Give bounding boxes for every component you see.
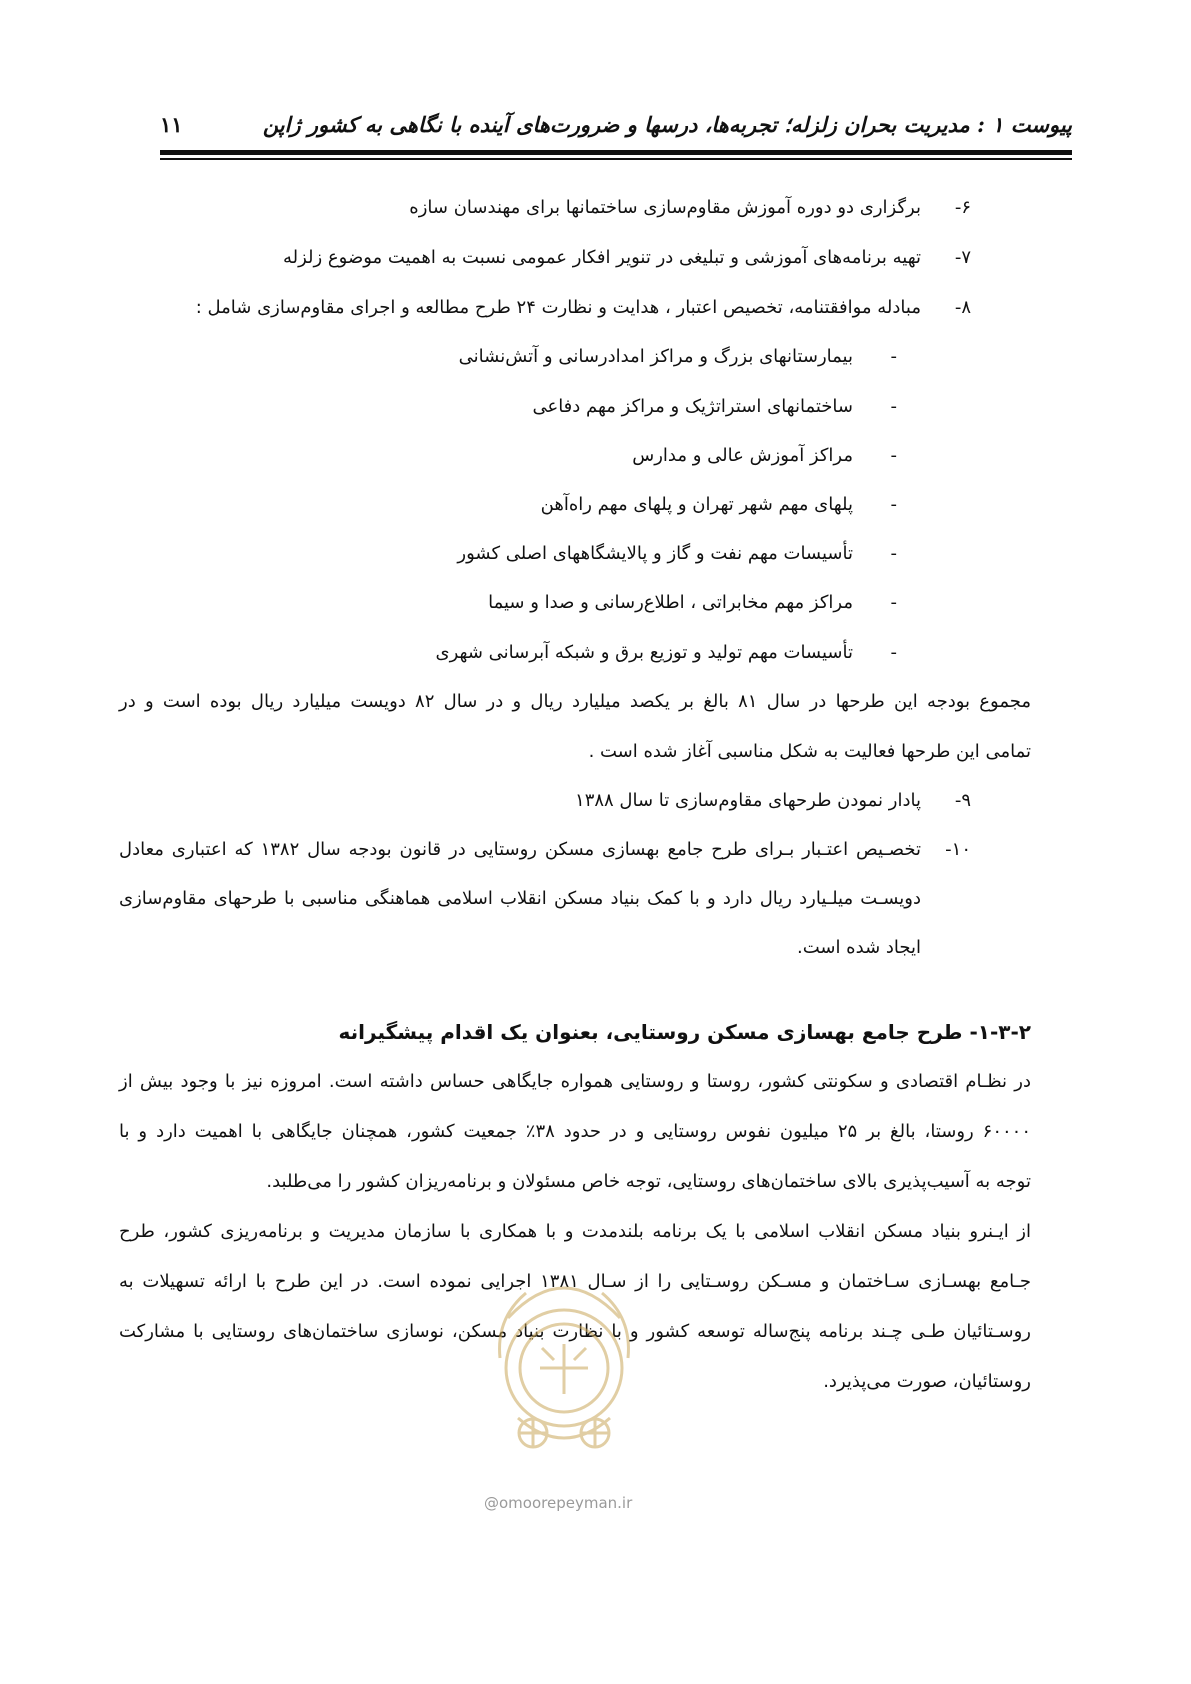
bullet-text: تأسیسات مهم نفت و گاز و پالایشگاههای اصلی کشور [457,543,853,564]
bullet-mark: - [890,494,897,515]
item-continuation [797,936,921,960]
watermark-url: @omoorepeyman.ir [484,1494,633,1512]
bullet-mark: - [890,543,897,564]
paragraph-line [266,1170,1031,1194]
bullet-mark: - [890,592,897,613]
list-item [196,296,971,320]
bullet-item [541,493,897,517]
paragraph-text: ۶۰۰۰۰ روستا، بالغ بر ۲۵ میلیون نفوس روستایی و در حدود ۳۸٪ جمعیت کشور، همچنان جایگاهی با اهمیت دارد و با [119,1121,1031,1142]
paragraph-text: توجه به آسیب‌پذیری بالای ساختمان‌های روستایی، توجه خاص مسئولان و برنامه‌ریزان کشور را می‌طلبد. [266,1171,1031,1192]
list-item [409,196,971,220]
list-item [283,246,971,270]
item-number: ۷- [954,247,971,268]
budget-paragraph-line [119,690,1031,714]
paragraph-text: روسـتائیان طـی چـند برنامه پنج‌ساله توسعه کشور و با نظارت بنیاد مسکن، نوسازی ساختمان‌های روستایی با مشارکت [119,1321,1031,1342]
bullet-mark: - [890,642,897,663]
item-continuation [119,887,921,911]
item-number: ۸- [954,297,971,318]
item-text: مبادله موافقتنامه، تخصیص اعتبار ، هدایت و نظارت ۲۴ طرح مطالعه و اجرای مقاوم‌سازی شامل : [195,297,921,318]
bullet-item [459,345,897,369]
paragraph-text: جـامع بهسـازی سـاختمان و مسـکن روسـتایی را از سـال ۱۳۸۱ اجرایی نموده است. در این طرح با ارائه تسهیلات به [119,1271,1032,1292]
item-text: برگزاری دو دوره آموزش مقاوم‌سازی ساختمانها برای مهندسان سازه [409,197,921,218]
item-text: پادار نمودن طرحهای مقاوم‌سازی تا سال ۱۳۸۸ [575,790,921,811]
bullet-item [632,444,897,468]
paragraph-line [119,1070,1031,1094]
item-number: ۶- [954,197,971,218]
bullet-item [488,591,897,615]
item-text: تخصـیص اعتـبار بـرای طرح جامع بهسازی مسکن روستایی در قانون بودجه سال ۱۳۸۲ که اعتباری معادل [119,839,921,860]
list-item [119,838,971,862]
page-number: ۱۱ [160,112,183,137]
paragraph-line [823,1370,1031,1394]
bullet-text: ساختمانهای استراتژیک و مراکز مهم دفاعی [532,396,853,417]
paragraph-text: روستائیان، صورت می‌پذیرد. [823,1371,1031,1392]
bullet-text: پلهای مهم شهر تهران و پلهای مهم راه‌آهن [540,494,853,515]
bullet-item [457,542,897,566]
bullet-text: بیمارستانهای بزرگ و مراکز امدادرسانی و آتش‌نشانی [458,346,853,367]
bullet-mark: - [890,396,897,417]
bullet-item [436,641,898,665]
list-item [575,789,971,813]
header-title: پیوست ۱ : مدیریت بحران زلزله؛ تجربه‌ها، درسها و ضرورت‌های آینده با نگاهی به کشور ژاپن [262,112,1072,137]
item-number: ۹- [954,790,971,811]
header-rule-thick [160,150,1072,155]
page-header [160,112,1072,142]
paragraph-text: تمامی این طرحها فعالیت به شکل مناسبی آغاز شده است . [588,741,1031,762]
paragraph-text: مجموع بودجه این طرحها در سال ۸۱ بالغ بر یکصد میلیارد ریال و در سال ۸۲ دویست میلیارد ریال بوده است و در [119,691,1032,712]
item-number: ۱۰- [945,839,971,860]
paragraph-text: از ایـنرو بنیاد مسکن انقلاب اسلامی با یک برنامه بلندمدت و با همکاری با سازمان مدیریت و برنامه‌ریزی کشور، طرح [119,1221,1031,1242]
item-text: تهیه برنامه‌های آموزشی و تبلیغی در تنویر افکار عمومی نسبت به اهمیت موضوع زلزله [282,247,921,268]
paragraph-line [119,1120,1031,1144]
bullet-mark: - [890,445,897,466]
bullet-item [532,395,897,419]
bullet-text: تأسیسات مهم تولید و توزیع برق و شبکه آبرسانی شهری [435,642,853,663]
header-rule-thin [160,158,1072,160]
bullet-text: مراکز آموزش عالی و مدارس [632,445,853,466]
section-heading [339,1020,1031,1044]
paragraph-line [119,1220,1031,1244]
budget-paragraph-line [589,740,1031,764]
heading-text: ۱-۳-۲- طرح جامع بهسازی مسکن روستایی، بعنوان یک اقدام پیشگیرانه [338,1020,1031,1044]
paragraph-text: در نظـام اقتصادی و سکونتی کشور، روستا و روستایی همواره جایگاهی حساس داشته است. امروزه نیز با وجود بیش از [119,1071,1031,1092]
item-text: ایجاد شده است. [796,937,921,958]
item-text: دویسـت میلـیارد ریال دارد و با کمک بنیاد مسکن انقلاب اسلامی هماهنگی مناسبی با طرحهای مقاوم‌سازی [119,888,921,909]
bullet-text: مراکز مهم مخابراتی ، اطلاع‌رسانی و صدا و سیما [488,592,853,613]
watermark-logo-icon [478,1248,650,1478]
bullet-mark: - [890,346,897,367]
